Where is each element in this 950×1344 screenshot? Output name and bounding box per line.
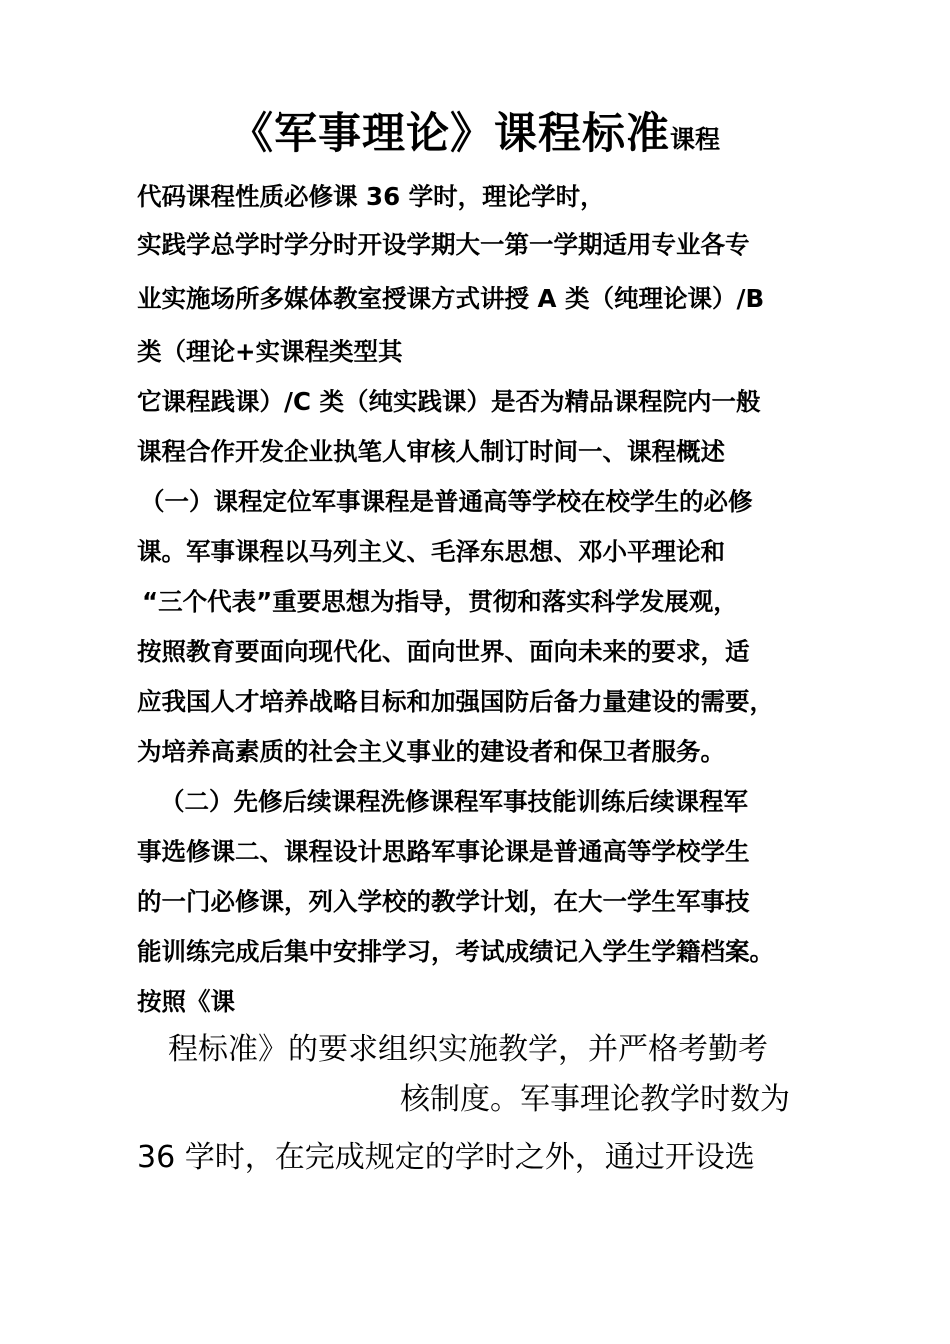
text-line-5: 它课程践课）/C 类（纯实践课）是否为精品课程院内一般 [137, 387, 761, 416]
text-line-8: 课。军事课程以马列主义、毛泽东思想、邓小平理论和 [137, 537, 725, 566]
text-line-10: 按照教育要面向现代化、面向世界、面向未来的要求，适 [137, 637, 750, 666]
text-line-19: 核制度。军事理论教学时数为 [400, 1082, 790, 1117]
text-line-11: 应我国人才培养战略目标和加强国防后备力量建设的需要， [137, 687, 774, 716]
text-line-1: 代码课程性质必修课 36 学时，理论学时， [137, 182, 605, 211]
page-title: 《军事理论》课程标准 [229, 109, 670, 159]
text-line-17: 按照《课 [137, 987, 235, 1016]
text-line-18: 程标准》的要求组织实施教学，并严格考勤考 [168, 1032, 768, 1067]
text-line-9: “三个代表”重要思想为指导，贯彻和落实科学发展观， [142, 587, 738, 616]
text-line-12: 为培养高素质的社会主义事业的建设者和保卫者服务。 [137, 737, 725, 766]
text-line-13: （二）先修后续课程洗修课程军事技能训练后续课程军 [160, 787, 748, 816]
text-line-16: 能训练完成后集中安排学习，考试成绩记入学生学籍档案。 [137, 937, 774, 966]
text-line-6: 课程合作开发企业执笔人审核人制订时间一、课程概述 [137, 437, 725, 466]
text-line-15: 的一门必修课，列入学校的教学计划，在大一学生军事技 [137, 887, 750, 916]
text-line-20: 36 学时，在完成规定的学时之外，通过开设选 [137, 1140, 755, 1175]
title-row [0, 100, 950, 161]
text-line-7: （一）课程定位军事课程是普通高等学校在校学生的必修 [140, 487, 753, 516]
text-line-14: 事选修课二、课程设计思路军事论课是普通高等学校学生 [137, 837, 750, 866]
text-line-2: 实践学总学时学分时开设学期大一第一学期适用专业各专 [137, 230, 750, 259]
title-tail: 课程 [669, 125, 720, 154]
text-line-3: 业实施场所多媒体教室授课方式讲授 A 类（纯理论课）/B [137, 284, 765, 313]
text-line-4: 类（理论+实课程类型其 [137, 337, 403, 366]
